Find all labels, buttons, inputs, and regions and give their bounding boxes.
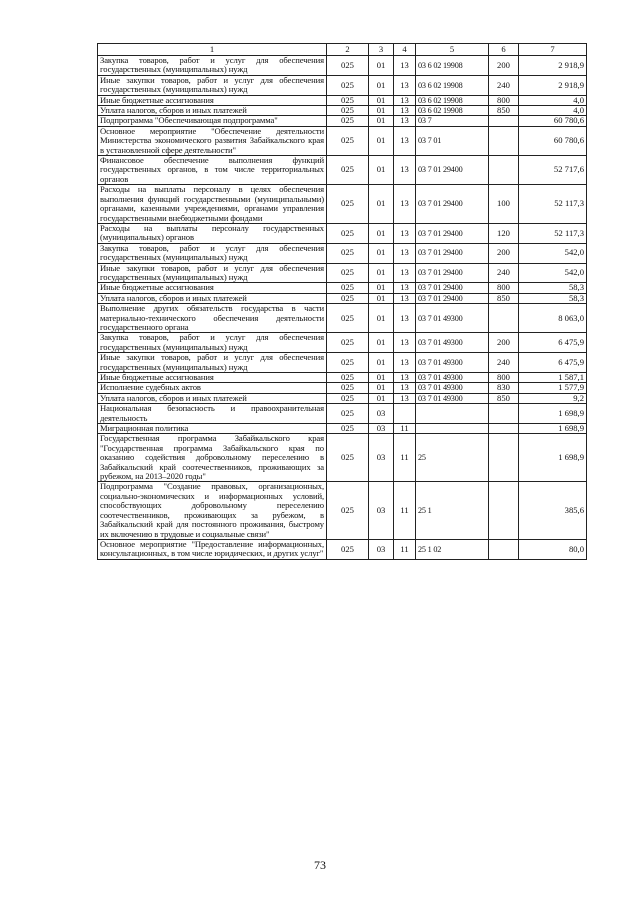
row-subsection: 11 — [394, 424, 416, 434]
table-row — [98, 383, 587, 393]
row-name: Национальная безопасность и правоохранительная деятельность — [98, 404, 327, 424]
row-name: Основное мероприятие "Обеспечение деятельности Министерства экономического развития Забайкальского края в установленной сфере деятельности" — [98, 126, 327, 155]
row-grbs: 025 — [327, 156, 369, 185]
row-sum: 4,0 — [519, 106, 587, 116]
table-row — [98, 404, 587, 424]
row-subsection: 13 — [394, 106, 416, 116]
row-expense-type — [489, 404, 519, 424]
row-name: Закупка товаров, работ и услуг для обеспечения государственных (муниципальных) нужд — [98, 333, 327, 353]
row-name: Основное мероприятие "Предоставление информационных, консультационных, в том числе юридических, и других услуг" — [98, 539, 327, 559]
row-subsection: 11 — [394, 434, 416, 482]
row-expense-type — [489, 156, 519, 185]
row-subsection — [394, 404, 416, 424]
row-grbs: 025 — [327, 434, 369, 482]
row-subsection: 13 — [394, 116, 416, 126]
row-name: Иные бюджетные ассигнования — [98, 373, 327, 383]
budget-table — [97, 43, 587, 560]
row-name: Финансовое обеспечение выполнения функций государственных органов, в том числе территориальных органов — [98, 156, 327, 185]
row-target-article: 03 7 01 29400 — [416, 283, 489, 293]
row-grbs: 025 — [327, 424, 369, 434]
row-target-article: 03 7 01 49300 — [416, 383, 489, 393]
row-sum: 1 698,9 — [519, 434, 587, 482]
row-grbs: 025 — [327, 333, 369, 353]
row-grbs: 025 — [327, 116, 369, 126]
row-target-article: 03 7 01 — [416, 126, 489, 155]
row-subsection: 13 — [394, 56, 416, 76]
row-grbs: 025 — [327, 95, 369, 105]
row-grbs: 025 — [327, 263, 369, 283]
table-row — [98, 263, 587, 283]
row-grbs: 025 — [327, 223, 369, 243]
row-target-article: 03 6 02 19908 — [416, 95, 489, 105]
row-sum: 542,0 — [519, 263, 587, 283]
row-sum: 58,3 — [519, 283, 587, 293]
table-row — [98, 75, 587, 95]
row-expense-type: 200 — [489, 56, 519, 76]
row-section: 01 — [369, 56, 394, 76]
row-grbs: 025 — [327, 539, 369, 559]
table-row — [98, 539, 587, 559]
row-expense-type — [489, 539, 519, 559]
row-sum: 60 780,6 — [519, 126, 587, 155]
row-section: 03 — [369, 404, 394, 424]
row-sum: 1 698,9 — [519, 424, 587, 434]
row-expense-type — [489, 304, 519, 333]
row-target-article: 03 6 02 19908 — [416, 106, 489, 116]
row-target-article: 03 7 01 29400 — [416, 223, 489, 243]
row-section: 01 — [369, 293, 394, 303]
row-section: 01 — [369, 116, 394, 126]
row-section: 01 — [369, 223, 394, 243]
row-target-article: 25 — [416, 434, 489, 482]
row-target-article: 25 1 — [416, 482, 489, 539]
row-target-article: 03 7 01 29400 — [416, 156, 489, 185]
row-name: Уплата налогов, сборов и иных платежей — [98, 293, 327, 303]
row-target-article: 03 7 01 29400 — [416, 293, 489, 303]
row-expense-type — [489, 424, 519, 434]
table-row — [98, 373, 587, 383]
row-target-article: 03 6 02 19908 — [416, 75, 489, 95]
row-sum: 542,0 — [519, 243, 587, 263]
row-expense-type: 850 — [489, 293, 519, 303]
row-target-article: 25 1 02 — [416, 539, 489, 559]
row-grbs: 025 — [327, 383, 369, 393]
row-sum: 52 117,3 — [519, 223, 587, 243]
row-name: Подпрограмма "Создание правовых, организационных, социально-экономических и информационных условий, способствующих добровольному переселению соотечественников, проживающих за рубежом, в Забайкальский край для постоянного проживания, быстрому их включению в трудовые и социальные связи" — [98, 482, 327, 539]
header-col-4: 4 — [394, 44, 416, 56]
row-expense-type — [489, 482, 519, 539]
row-target-article: 03 7 01 49300 — [416, 393, 489, 403]
row-subsection: 13 — [394, 383, 416, 393]
table-header-row — [98, 44, 587, 56]
row-target-article: 03 7 01 29400 — [416, 243, 489, 263]
row-subsection: 13 — [394, 156, 416, 185]
row-expense-type: 200 — [489, 333, 519, 353]
row-grbs: 025 — [327, 353, 369, 373]
row-name: Расходы на выплаты персоналу государственных (муниципальных) органов — [98, 223, 327, 243]
row-section: 01 — [369, 373, 394, 383]
row-target-article — [416, 424, 489, 434]
header-col-5: 5 — [416, 44, 489, 56]
row-section: 01 — [369, 393, 394, 403]
row-name: Уплата налогов, сборов и иных платежей — [98, 393, 327, 403]
row-target-article: 03 7 01 29400 — [416, 263, 489, 283]
row-section: 01 — [369, 75, 394, 95]
row-expense-type: 240 — [489, 353, 519, 373]
row-name: Уплата налогов, сборов и иных платежей — [98, 106, 327, 116]
header-col-1: 1 — [98, 44, 327, 56]
row-expense-type: 800 — [489, 373, 519, 383]
row-section: 03 — [369, 434, 394, 482]
row-subsection: 13 — [394, 126, 416, 155]
row-expense-type: 830 — [489, 383, 519, 393]
table-row — [98, 126, 587, 155]
row-grbs: 025 — [327, 393, 369, 403]
header-col-2: 2 — [327, 44, 369, 56]
row-subsection: 13 — [394, 393, 416, 403]
row-sum: 1 587,1 — [519, 373, 587, 383]
row-section: 01 — [369, 263, 394, 283]
row-expense-type — [489, 126, 519, 155]
row-expense-type — [489, 116, 519, 126]
row-subsection: 13 — [394, 95, 416, 105]
table-row — [98, 223, 587, 243]
table-row — [98, 304, 587, 333]
header-col-7: 7 — [519, 44, 587, 56]
row-subsection: 13 — [394, 373, 416, 383]
row-expense-type: 100 — [489, 185, 519, 224]
row-name: Миграционная политика — [98, 424, 327, 434]
row-target-article: 03 6 02 19908 — [416, 56, 489, 76]
row-grbs: 025 — [327, 75, 369, 95]
row-section: 03 — [369, 482, 394, 539]
row-section: 01 — [369, 106, 394, 116]
row-sum: 4,0 — [519, 95, 587, 105]
row-subsection: 13 — [394, 283, 416, 293]
row-subsection: 11 — [394, 482, 416, 539]
row-name: Иные закупки товаров, работ и услуг для обеспечения государственных (муниципальных) нужд — [98, 353, 327, 373]
table-row — [98, 116, 587, 126]
row-grbs: 025 — [327, 106, 369, 116]
row-expense-type: 850 — [489, 106, 519, 116]
table-row — [98, 106, 587, 116]
row-sum: 1 698,9 — [519, 404, 587, 424]
row-name: Иные закупки товаров, работ и услуг для обеспечения государственных (муниципальных) нужд — [98, 75, 327, 95]
row-section: 01 — [369, 383, 394, 393]
table-row — [98, 393, 587, 403]
row-grbs: 025 — [327, 243, 369, 263]
row-section: 01 — [369, 243, 394, 263]
row-subsection: 13 — [394, 75, 416, 95]
row-grbs: 025 — [327, 404, 369, 424]
row-sum: 385,6 — [519, 482, 587, 539]
table-row — [98, 333, 587, 353]
table-row — [98, 482, 587, 539]
header-col-3: 3 — [369, 44, 394, 56]
row-sum: 80,0 — [519, 539, 587, 559]
row-name: Закупка товаров, работ и услуг для обеспечения государственных (муниципальных) нужд — [98, 56, 327, 76]
row-target-article: 03 7 01 49300 — [416, 353, 489, 373]
row-section: 01 — [369, 333, 394, 353]
row-name: Иные бюджетные ассигнования — [98, 95, 327, 105]
row-section: 01 — [369, 156, 394, 185]
row-sum: 9,2 — [519, 393, 587, 403]
row-sum: 52 117,3 — [519, 185, 587, 224]
row-section: 01 — [369, 185, 394, 224]
row-grbs: 025 — [327, 304, 369, 333]
row-subsection: 13 — [394, 263, 416, 283]
row-sum: 2 918,9 — [519, 56, 587, 76]
row-subsection: 13 — [394, 304, 416, 333]
table-body — [98, 56, 587, 560]
table-row — [98, 95, 587, 105]
row-grbs: 025 — [327, 126, 369, 155]
table-row — [98, 283, 587, 293]
table-row — [98, 293, 587, 303]
row-target-article: 03 7 01 49300 — [416, 333, 489, 353]
row-sum: 52 717,6 — [519, 156, 587, 185]
row-expense-type: 240 — [489, 75, 519, 95]
row-expense-type: 200 — [489, 243, 519, 263]
row-section: 03 — [369, 424, 394, 434]
row-name: Выполнение других обязательств государства в части материально-технического обеспечения деятельности государственного органа — [98, 304, 327, 333]
table-row — [98, 156, 587, 185]
row-expense-type: 800 — [489, 95, 519, 105]
row-sum: 6 475,9 — [519, 333, 587, 353]
row-name: Исполнение судебных актов — [98, 383, 327, 393]
row-grbs: 025 — [327, 283, 369, 293]
row-expense-type: 240 — [489, 263, 519, 283]
row-grbs: 025 — [327, 293, 369, 303]
row-sum: 1 577,9 — [519, 383, 587, 393]
row-section: 01 — [369, 95, 394, 105]
row-expense-type: 120 — [489, 223, 519, 243]
row-grbs: 025 — [327, 482, 369, 539]
row-name: Иные закупки товаров, работ и услуг для обеспечения государственных (муниципальных) нужд — [98, 263, 327, 283]
table-row — [98, 424, 587, 434]
row-sum: 58,3 — [519, 293, 587, 303]
row-sum: 8 063,0 — [519, 304, 587, 333]
row-target-article: 03 7 01 49300 — [416, 373, 489, 383]
row-grbs: 025 — [327, 56, 369, 76]
row-section: 03 — [369, 539, 394, 559]
row-name: Расходы на выплаты персоналу в целях обеспечения выполнения функций государственными (муниципальными) органами, казенными учреждениями, органами управления государственными внебюджетными фондами — [98, 185, 327, 224]
row-expense-type: 850 — [489, 393, 519, 403]
row-target-article: 03 7 01 49300 — [416, 304, 489, 333]
row-subsection: 11 — [394, 539, 416, 559]
row-subsection: 13 — [394, 243, 416, 263]
row-sum: 6 475,9 — [519, 353, 587, 373]
table-row — [98, 353, 587, 373]
row-section: 01 — [369, 283, 394, 293]
row-subsection: 13 — [394, 293, 416, 303]
table-row — [98, 56, 587, 76]
row-section: 01 — [369, 126, 394, 155]
row-target-article — [416, 404, 489, 424]
row-name: Закупка товаров, работ и услуг для обеспечения государственных (муниципальных) нужд — [98, 243, 327, 263]
table-row — [98, 434, 587, 482]
row-expense-type: 800 — [489, 283, 519, 293]
row-name: Подпрограмма "Обеспечивающая подпрограмма" — [98, 116, 327, 126]
row-name: Государственная программа Забайкальского края "Государственная программа Забайкальского края по оказанию содействия добровольному переселению в Забайкальский край соотечественников, проживающих за рубежом, на 2013–2020 годы" — [98, 434, 327, 482]
row-section: 01 — [369, 304, 394, 333]
row-subsection: 13 — [394, 333, 416, 353]
page-number: 73 — [314, 858, 326, 872]
header-col-6: 6 — [489, 44, 519, 56]
row-target-article: 03 7 — [416, 116, 489, 126]
row-sum: 60 780,6 — [519, 116, 587, 126]
row-target-article: 03 7 01 29400 — [416, 185, 489, 224]
row-grbs: 025 — [327, 373, 369, 383]
row-name: Иные бюджетные ассигнования — [98, 283, 327, 293]
row-expense-type — [489, 434, 519, 482]
table-row — [98, 185, 587, 224]
table-row — [98, 243, 587, 263]
row-section: 01 — [369, 353, 394, 373]
row-subsection: 13 — [394, 223, 416, 243]
row-subsection: 13 — [394, 185, 416, 224]
row-grbs: 025 — [327, 185, 369, 224]
row-subsection: 13 — [394, 353, 416, 373]
row-sum: 2 918,9 — [519, 75, 587, 95]
